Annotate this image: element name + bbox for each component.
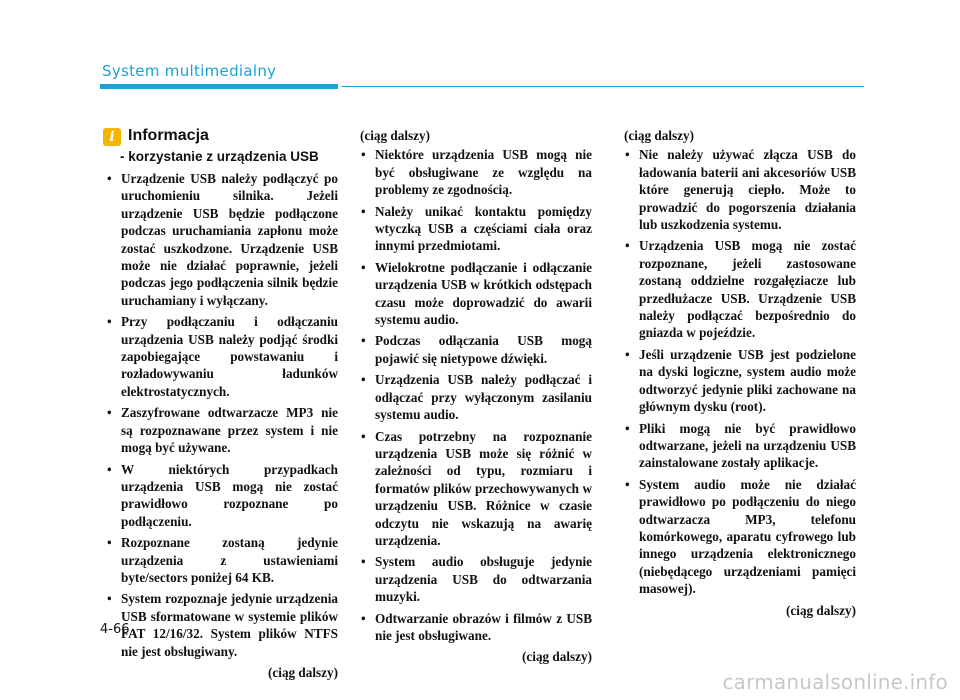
- list-item: • Niektóre urządzenia USB mogą nie być obsługiwane ze względu na problemy ze zgodnością.: [360, 146, 592, 198]
- list-item: • Jeśli urządzenie USB jest podzielone na dyski logiczne, system audio może odtworzyć jedynie pliki zachowane na głównym dysku (root).: [624, 346, 856, 416]
- watermark-link[interactable]: carmanualsonline.info: [722, 670, 948, 694]
- list-item: • Urządzenia USB należy podłączać i odłączać przy wyłączonym zasilaniu systemu audio.: [360, 371, 592, 423]
- list-item: • Odtwarzanie obrazów i filmów z USB nie jest obsługiwane.: [360, 610, 592, 645]
- continued-header: (ciąg dalszy): [624, 128, 694, 143]
- header-rule-thick: [100, 84, 338, 89]
- list-item: • Urządzenia USB mogą nie zostać rozpoznane, jeżeli zastosowane zostaną oddzielne rozgałęziacze lub przedłużacze USB. Urządzenie USB należy podłączać bezpośrednio do gniazda w pojeździe.: [624, 237, 856, 341]
- list-item: • Nie należy używać złącza USB do ładowania baterii ani akcesoriów USB które generują ciepło. Może to prowadzić do pogorszenia działania lub uszkodzenia systemu.: [624, 146, 856, 233]
- text-column-2: [360, 127, 592, 666]
- list-item: • Urządzenie USB należy podłączyć po uruchomieniu silnika. Jeżeli urządzenie USB będzie podłączone podczas uruchamiania zapłonu może zostać uszkodzone. Urządzenie USB może nie działać poprawnie, jeżeli podczas jego podłączenia silnik będzie uruchamiany i wyłączany.: [106, 170, 338, 309]
- list-item: • Przy podłączaniu i odłączaniu urządzenia USB należy podjąć środki zapobiegające powstawaniu i rozładowywaniu ładunków elektrostatycznych.: [106, 313, 338, 400]
- text-column-1: [106, 170, 338, 681]
- list-item: • Wielokrotne podłączanie i odłączanie urządzenia USB w krótkich odstępach czasu może doprowadzić do awarii systemu audio.: [360, 259, 592, 329]
- bullet-list: [106, 170, 338, 660]
- info-icon-letter: i: [109, 129, 115, 145]
- continued-header: (ciąg dalszy): [360, 128, 430, 143]
- bullet-list: [624, 146, 856, 597]
- list-item: • Rozpoznane zostaną jedynie urządzenia z ustawieniami byte/sectors poniżej 64 KB.: [106, 534, 338, 586]
- header-rule-thin: [342, 86, 864, 87]
- list-item: • System audio obsługuje jedynie urządzenia USB do odtwarzania muzyki.: [360, 553, 592, 605]
- section-title: System multimedialny: [102, 62, 277, 80]
- text-column-3: [624, 127, 856, 619]
- page-number: 4-66: [100, 622, 130, 637]
- info-title: Informacja: [128, 127, 209, 144]
- continued-note: (ciąg dalszy): [522, 649, 592, 665]
- list-item: • W niektórych przypadkach urządzenia USB mogą nie zostać prawidłowo rozpoznane po podłączeniu.: [106, 461, 338, 531]
- bullet-list: [360, 146, 592, 644]
- list-item: • System audio może nie działać prawidłowo po podłączeniu do niego odtwarzacza MP3, telefonu komórkowego, aparatu cyfrowego lub innego urządzenia elektronicznego (niebędącego urządzeniami pamięci masowej).: [624, 476, 856, 598]
- list-item: • Podczas odłączania USB mogą pojawić się nietypowe dźwięki.: [360, 332, 592, 367]
- list-item: • Należy unikać kontaktu pomiędzy wtyczką USB a częściami ciała oraz innymi przedmiotami.: [360, 203, 592, 255]
- continued-note: (ciąg dalszy): [786, 602, 856, 618]
- info-icon: [103, 128, 121, 146]
- list-item: • System rozpoznaje jedynie urządzenia USB sformatowane w systemie plików FAT 12/16/32. System plików NTFS nie jest obsługiwany.: [106, 590, 338, 660]
- info-subtitle: - korzystanie z urządzenia USB: [120, 149, 319, 164]
- continued-note: (ciąg dalszy): [268, 664, 338, 680]
- list-item: • Zaszyfrowane odtwarzacze MP3 nie są rozpoznawane przez system i nie mogą być używane.: [106, 404, 338, 456]
- list-item: • Czas potrzebny na rozpoznanie urządzenia USB może się różnić w zależności od typu, rozmiaru i formatów plików przechowywanych w urządzeniu USB. Różnice w czasie odczytu nie wskazują na awarię urządzenia.: [360, 428, 592, 550]
- list-item: • Pliki mogą nie być prawidłowo odtwarzane, jeżeli na urządzeniu USB zainstalowane zostały aplikacje.: [624, 420, 856, 472]
